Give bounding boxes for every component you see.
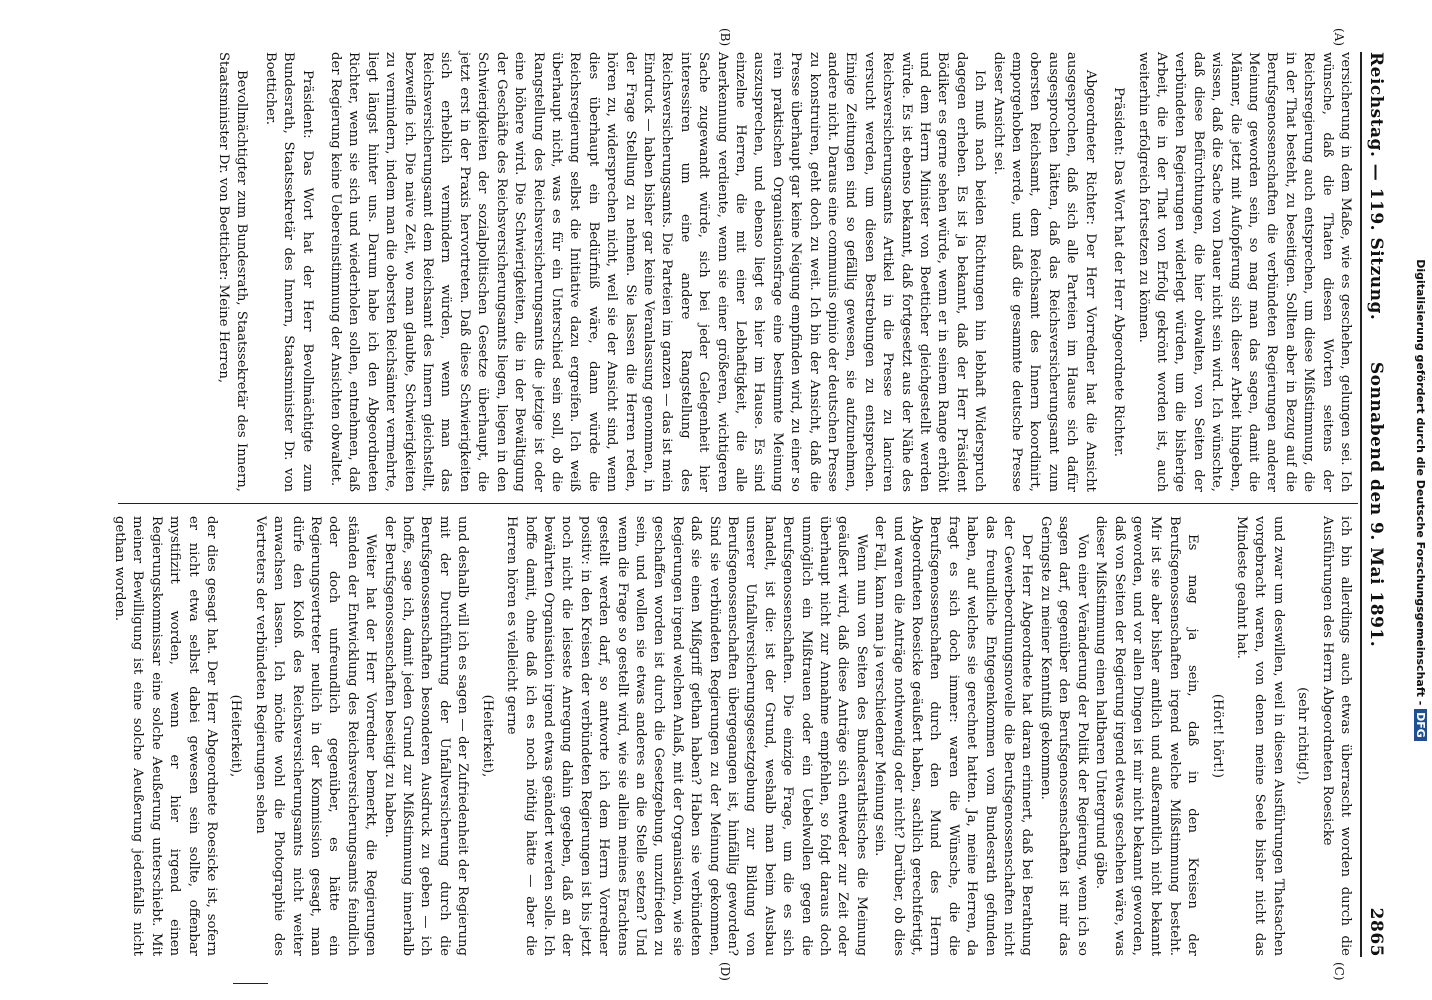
paragraph: der dies gesagt hat. Der Herr Abgeordnete Roesicke ist, sofern er nicht etwa selbst dabei gewesen sein sollte, offenbar mystifizirt worden, wenn er hier irgend einen Regierungskommissar eine solche Aeußerung unterschiebt. Mit meiner Bewilligung ist eine solche Aeußerung jedenfalls nicht gethan worden. xyxy=(112,516,220,956)
paragraph: ich bin allerdings auch etwas überrascht worden durch die Ausführungen des Herrn Abgeordneten Roesicke xyxy=(1319,516,1353,956)
paragraph: Es mag ja sein, daß in den Kreisen der Berufsgenossenschaften irgend welche Mißstimmung besteht. Mir ist sie aber bisher amtlich und außeramtlich nicht bekannt geworden, und vor allen Dingen ist mir nicht bekannt geworden, daß von Seiten der Regierung irgend etwas geschehen wäre, was dieser Mißstimmung einen haltbaren Untergrund gäbe. xyxy=(1093,516,1201,956)
paragraph: Präsident: Das Wort hat der Herr Abgeordnete Richter. xyxy=(1111,87,1127,457)
margin-marker-a: (A) xyxy=(1332,28,1346,47)
dfg-logo: DFG xyxy=(1414,709,1427,741)
column-divider xyxy=(118,503,1358,504)
header-session: Reichstag. — 119. Sitzung. xyxy=(1366,52,1386,321)
paragraph: (Hört! hört!) xyxy=(1209,693,1225,779)
paragraph: Der Herr Abgeordnete hat daran erinnert, daß bei Berathung der Gewerbeordnungsnovelle die Berufsgenossenschaften nicht das freundliche Entgegenkommen vom Bundesrath gefunden haben, auf welches sie gerechnet hatten. Ja, meine Herren, da fragt es sich doch immer: waren die Wünsche, die die Berufsgenossenschaften durch den Mund des Herrn Abgeordneten Roesicke geäußert haben, sachlich gerechtfertigt, und waren die Anträge nothwendig oder nicht? Darüber, ob dies der Fall, kann man ja verschiedener Meinung sein. xyxy=(872,516,1035,956)
page-header xyxy=(1362,52,1392,957)
scan-mark xyxy=(233,983,268,984)
header-date: Sonnabend den 9. Mai 1891. xyxy=(1366,361,1386,648)
margin-marker-c: (C) xyxy=(1332,962,1346,981)
paragraph: (sehr richtig!), xyxy=(1295,687,1311,785)
paragraph: Ich muß nach beiden Richtungen hin lebhaft Widerspruch dagegen erheben. Es ist ja bekannt, daß der Herr Präsident Bödiker es gerne sehen würde, wenn er in seinem Range erhöht und dem Herrn Minister von Boetticher gleichgestellt werden würde. Es ist ebenso bekannt, daß fortgesetzt aus der Nähe des Reichsversicherungsamts Artikel in die Presse zu lanciren versucht werden, um diesen Bestrebungen zu entsprechen. Einige Zeitungen sind so gefällig gewesen, sie aufzunehmen, andere nicht. Daraus eine communis opinio der deutschen Presse zu konstruiren, geht doch zu weit. Ich bin der Ansicht, daß die Presse überhaupt gar keine Neigung empfinden wird, zu einer so rein praktischen Organisationsfrage eine bestimmte Meinung auszusprechen, und ebenso liegt es hier im Hause. Es sind einzelne Herren, die mit einer Lebhaftigkeit, die alle Anerkennung verdiente, wenn sie einer größeren, wichtigeren Sache zugewandt würde, sich bei jeder Gelegenheit hier interessiren um eine andere Rangstellung des Reichsversicherungsamts. Die Parteien im ganzen — das ist mein Eindruck — haben bisher gar keine Veranlassung genommen, in der Frage Stellung zu nehmen. Sie lassen die Herren reden, hören zu, widersprechen nicht, weil sie der Ansicht sind, wenn dies überhaupt ein Bedürfniß wäre, dann würde die Reichsregierung selbst die Initiative dazu ergreifen. Ich weiß überhaupt nicht, was es für ein Unterschied sein soll, ob die Rangstellung des Reichsversicherungsamts die jetzige ist oder eine höhere wird. Die Schwierigkeiten, die in der Bewältigung der Geschäfte des Reichsversicherungsamts liegen, liegen in den Schwierigkeiten der sozialpolitischen Gesetze überhaupt, die jetzt erst in der Praxis hervortreten. Daß diese Schwierigkeiten sich erheblich vermindern würden, wenn man das Reichsversicherungsamt dem Reichsamt des Innern gleichstellt, bezweifle ich. Die naive Zeit, wo man glaubte, Schwierigkeiten zu vermindern, indem man die obersten Reichsämter vermehrte, liegt längst hinter uns. Darum habe ich den Abgeordneten Richter, wenn sie sich und wiederholen sollen, entnehmen, daß der Regierung keine Uebereinstimmung der Ansichten obwaltet. xyxy=(328,52,988,492)
paragraph: Präsident: Das Wort hat der Herr Bevollmächtigte zum Bundesrath, Staatssekretär des Innern, Staatsminister Dr. von Boetticher. xyxy=(262,52,315,492)
margin-marker-b: (B) xyxy=(718,28,732,47)
left-text-column xyxy=(214,52,1354,492)
paragraph: versicherung in dem Maße, wie es geschehen, gelungen sei. Ich wünsche, daß die Thaten diesen Worten seitens der Reichsregierung auch entsprechen, um diese Mißstimmung, die in der That besteht, zu beseitigen. Sollten aber in Bezug auf die Berufsgenossenschaften die verbündeten Regierungen anderer Meinung geworden sein, so mag man das sagen, damit die Männer, die jetzt mit Aufopferung sich dieser Arbeit hingeben, wissen, daß die Sache von Dauer nicht sein wird. Ich wünschte, daß diese Befürchtungen, die hier obwalten, von Seiten der verbündeten Regierungen widerlegt würden, um die bisherige Arbeit, die in der That von Erfolg gekrönt worden ist, auch weiterhin erfolgreich fortsetzen zu können. xyxy=(1135,52,1353,492)
right-text-column xyxy=(110,516,1354,956)
paragraph: Weiter hat der Herr Vorredner bemerkt, die Regierungen ständen der Entwicklung des Reichsversicherungsamts feindlich oder doch unfreundlich gegenüber, es hätte ein Regierungsvertreter neulich in der Kommission gesagt, man dürfe den Koloß des Reichsversicherungsamts nicht weiter anwachsen lassen. Ich möchte wohl die Photographie des Vertreters der verbündeten Regierungen sehen xyxy=(252,516,379,956)
header-rule xyxy=(1360,52,1362,957)
margin-marker-d: (D) xyxy=(718,962,732,981)
paragraph: (Heiterkeit), xyxy=(228,694,244,778)
credit-text: Digitalisierung gefördert durch die Deutsche Forschungsgemeinschaft - xyxy=(1414,259,1427,706)
paragraph: und deshalb will ich es sagen — der Zufriedenheit der Regierung mit der Durchführung der Unfallversicherung durch die Berufsgenossenschaften besonderen Ausdruck zu geben — ich hoffe, sage ich, damit jeden Grund zur Mißstimmung innerhalb der Berufsgenossenschaften beseitigt zu haben. xyxy=(381,516,471,956)
paragraph: Wenn nun von Seiten des Bundesrathstisches die Meinung geäußert wird, daß diese Anträge sich entweder zur Zeit oder überhaupt nicht zur Annahme empfehlen, so folgt daraus doch unmöglich ein Mißtrauen oder ein Uebelwollen gegen die Berufsgenossenschaften. Die einzige Frage, um die es sich handelt, ist die: ist der Grund, weshalb man beim Ausbau unserer Unfallversicherungsgesetzgebung zur Bildung von Berufsgenossenschaften übergegangen ist, hinfällig geworden? Sind sie verbündeten Regierungen zu der Meinung gekommen, daß sie einen Mißgriff gethan haben? Haben sie verbündeten Regierungen irgend welchen Anlaß, mit der Organisation, wie sie geschaffen worden ist durch die Gesetzgebung, unzufrieden zu sein, und wollen sie etwas anderes an die Stelle setzen? Und wenn die Frage so gestellt wird, wie sie allein meines Erachtens gestellt werden darf, so antworte ich dem Herrn Vorredner positiv: in den Kreisen der verbündeten Regierungen ist bis jetzt noch nicht die leiseste Anregung dahin gegeben, daß an der bewährten Organisation irgend etwas geändert werden solle. Ich hoffe damit, ohne daß ich es noch nöthig hätte — aber die Herren hören es vielleicht gerne xyxy=(504,516,869,956)
paragraph: Abgeordneter Richter: Der Herr Vorredner hat die Ansicht ausgesprochen, daß sich alle Parteien im Hause sich dafür ausgesprochen hätten, daß das Reichsversicherungsamt zum obersten Reichsamt, dem Reichsamt des Innern koordinirt, emporgehoben werde, und daß die gesammte deutsche Presse dieser Ansicht sei. xyxy=(990,52,1098,492)
paragraph: Von einer Veränderung der Politik der Regierung, wenn ich so sagen darf, gegenüber den Berufsgenossenschaften ist mir das Geringste zu meiner Kenntniß gekommen. xyxy=(1037,516,1090,956)
paragraph: Bevollmächtigter zum Bundesrath, Staatssekretär des Innern, Staatsminister Dr. von Boetticher: Meine Herren, xyxy=(216,52,250,492)
paragraph: und zwar um deswillen, weil in diesen Ausführungen Thatsachen vorgebracht waren, von denen meine Seele bisher nicht das Mindeste geahnt hat. xyxy=(1233,516,1286,956)
paragraph: (Heiterkeit), xyxy=(479,694,495,778)
digitization-credit xyxy=(1411,0,1431,1000)
header-page-number: 2865 xyxy=(1366,907,1386,957)
